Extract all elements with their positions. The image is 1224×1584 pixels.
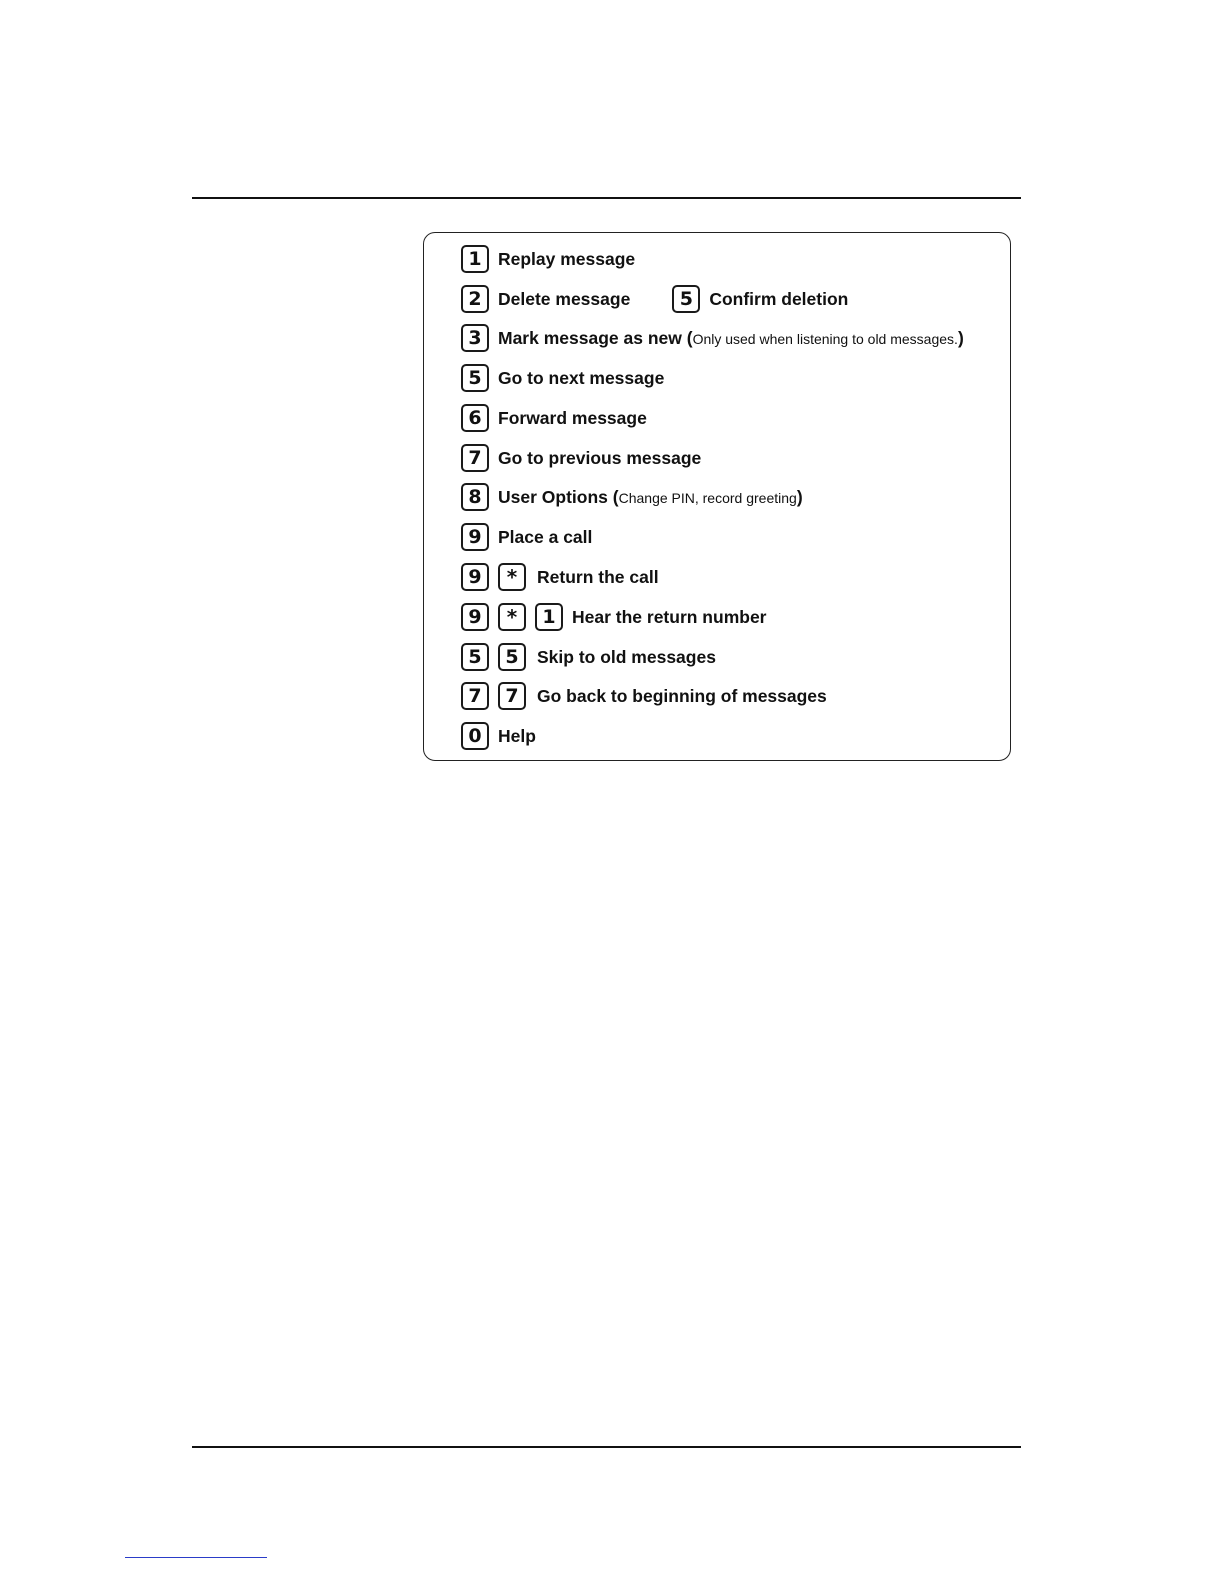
menu-label: Go to previous message bbox=[498, 447, 702, 468]
key-5: 5 bbox=[461, 643, 489, 671]
key-9: 9 bbox=[461, 603, 489, 631]
key-5: 5 bbox=[498, 643, 526, 671]
header-rule bbox=[192, 197, 1021, 199]
footer-rule bbox=[192, 1446, 1021, 1448]
menu-label: Return the call bbox=[537, 566, 659, 587]
menu-label-with-note: Mark message as new (Only used when listening to old messages.) bbox=[498, 327, 964, 348]
key-7: 7 bbox=[461, 444, 489, 472]
footer-link-underline bbox=[125, 1557, 267, 1558]
menu-label: Replay message bbox=[498, 248, 636, 269]
menu-row-hear-return-number bbox=[461, 602, 768, 632]
key-8: 8 bbox=[461, 483, 489, 511]
menu-label: Forward message bbox=[498, 407, 647, 428]
key-3: 3 bbox=[461, 324, 489, 352]
menu-label: Go to next message bbox=[498, 367, 665, 388]
key-5: 5 bbox=[672, 285, 700, 313]
menu-label: Delete message bbox=[498, 288, 631, 309]
menu-row-user-options bbox=[461, 482, 803, 512]
key-9: 9 bbox=[461, 563, 489, 591]
key-1: 1 bbox=[535, 603, 563, 631]
menu-label: Place a call bbox=[498, 526, 593, 547]
menu-label-with-note: User Options (Change PIN, record greeting) bbox=[498, 486, 803, 507]
menu-label-confirm: Confirm deletion bbox=[709, 288, 849, 309]
key-1: 1 bbox=[461, 245, 489, 273]
menu-row-place-call bbox=[461, 522, 594, 552]
menu-row-go-back-beginning bbox=[461, 681, 829, 711]
key-7: 7 bbox=[498, 682, 526, 710]
key-6: 6 bbox=[461, 404, 489, 432]
menu-label: Go back to beginning of messages bbox=[537, 685, 827, 706]
menu-row-forward bbox=[461, 403, 649, 433]
menu-note: Only used when listening to old messages. bbox=[692, 330, 958, 347]
voicemail-key-menu-panel bbox=[423, 232, 1011, 761]
key-2: 2 bbox=[461, 285, 489, 313]
menu-row-mark-new bbox=[461, 323, 964, 353]
menu-label: Skip to old messages bbox=[537, 646, 716, 667]
menu-row-next bbox=[461, 363, 666, 393]
menu-label: Hear the return number bbox=[572, 606, 767, 627]
menu-label: Mark message as new bbox=[498, 327, 682, 348]
menu-label: Help bbox=[498, 725, 536, 746]
menu-row-previous bbox=[461, 443, 703, 473]
key-0: 0 bbox=[461, 722, 489, 750]
menu-row-delete bbox=[461, 284, 850, 314]
menu-row-replay bbox=[461, 244, 637, 274]
menu-note: Change PIN, record greeting bbox=[618, 489, 797, 506]
menu-row-return-call bbox=[461, 562, 661, 592]
menu-row-skip-old bbox=[461, 642, 718, 672]
key-7: 7 bbox=[461, 682, 489, 710]
key-star: * bbox=[498, 563, 526, 591]
menu-label: User Options bbox=[498, 486, 608, 507]
key-5: 5 bbox=[461, 364, 489, 392]
key-star: * bbox=[498, 603, 526, 631]
menu-row-help bbox=[461, 721, 538, 751]
key-9: 9 bbox=[461, 523, 489, 551]
